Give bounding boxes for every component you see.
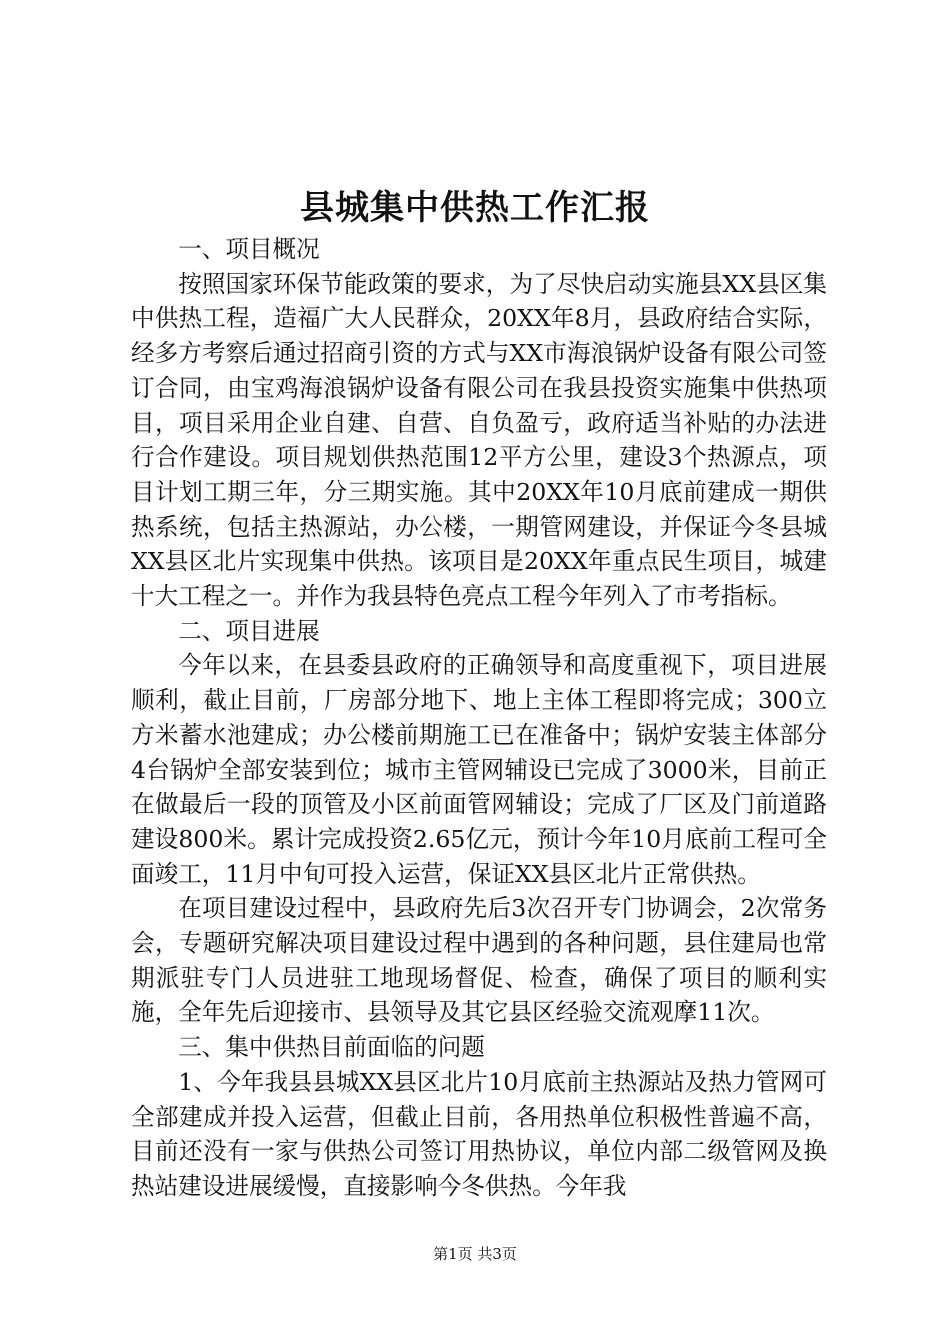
document-title: 县城集中供热工作汇报: [300, 188, 650, 228]
paragraph-overview: 按照国家环保节能政策的要求，为了尽快启动实施县XX县区集中供热工程，造福广大人民群众，20XX年8月，县政府结合实际，经多方考察后通过招商引资的方式与XX市海浪锅炉设备有限公司签订合同，由宝鸡海浪锅炉设备有限公司在我县投资实施集中供热项目，项目采用企业自建、自营、自负盈亏，政府适当补贴的办法进行合作建设。项目规划供热范围12平方公里，建设3个热源点，项目计划工期三年，分三期实施。其中20XX年10月底前建成一期供热系统，包括主热源站，办公楼，一期管网建设，并保证今冬县城XX县区北片实现集中供热。该项目是20XX年重点民生项目，城建十大工程之一。并作为我县特色亮点工程今年列入了市考指标。: [131, 269, 827, 611]
paragraph-problem-1: 1、今年我县县城XX县区北片10月底前主热源站及热力管网可全部建成并投入运营，但截止目前，各用热单位积极性普遍不高，目前还没有一家与供热公司签订用热协议，单位内部二级管网及换热站建设进展缓慢，直接影响今冬供热。今年我: [131, 1067, 827, 1200]
section-heading-overview: 一、项目概况: [178, 235, 320, 263]
section-heading-problems: 三、集中供热目前面临的问题: [178, 1033, 485, 1062]
page-footer: 第1页 共3页: [433, 1245, 517, 1263]
section-heading-progress: 二、项目进展: [178, 616, 320, 645]
paragraph-construction-process: 在项目建设过程中，县政府先后3次召开专门协调会，2次常务会，专题研究解决项目建设过程中遇到的各种问题，县住建局也常期派驻专门人员进驻工地现场督促、检查，确保了项目的顺利实施，全年先后迎接市、县领导及其它县区经验交流观摩11次。: [131, 894, 827, 1027]
paragraph-progress: 今年以来，在县委县政府的正确领导和高度重视下，项目进展顺利，截止目前，厂房部分地下、地上主体工程即将完成；300立方米蓄水池建成；办公楼前期施工已在准备中；锅炉安装主体部分4台锅炉全部安装到位；城市主管网辅设已完成了3000米，目前正在做最后一段的顶管及小区前面管网辅设；完成了厂区及门前道路建设800米。累计完成投资2.65亿元，预计今年10月底前工程可全面竣工，11月中旬可投入运营，保证XX县区北片正常供热。: [131, 651, 827, 888]
document-body: [131, 232, 827, 1204]
